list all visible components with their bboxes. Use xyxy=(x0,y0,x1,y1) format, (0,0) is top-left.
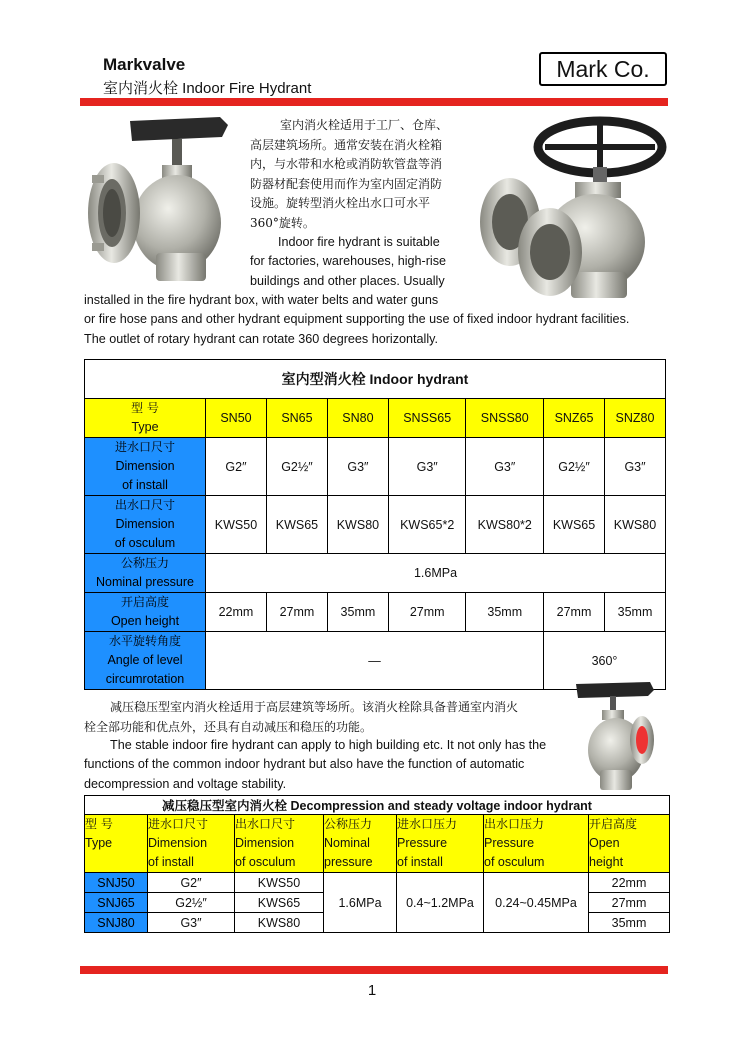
row-label-type: 型 号 Type xyxy=(85,399,206,438)
table-cell: KWS50 xyxy=(206,496,267,554)
type-cell: SNJ50 xyxy=(85,873,148,893)
table2-title: 减压稳压型室内消火栓 Decompression and steady voltage indoor hydrant xyxy=(85,796,670,815)
table-cell: KWS80 xyxy=(327,496,388,554)
type-cell: SNZ80 xyxy=(605,399,666,438)
row-label-open-height: 开启高度 Open height xyxy=(85,593,206,632)
table-cell: G3″ xyxy=(148,913,235,933)
pressure-osculum-value: 0.24~0.45MPa xyxy=(484,873,589,933)
table-cell: 22mm xyxy=(206,593,267,632)
brand-name: Markvalve xyxy=(103,55,186,74)
angle-dash-value: — xyxy=(206,632,544,690)
header-type: 型 号 Type xyxy=(85,815,148,873)
table-cell: KWS80*2 xyxy=(466,496,544,554)
table-cell: 35mm xyxy=(466,593,544,632)
table-cell: G2″ xyxy=(206,438,267,496)
top-red-bar xyxy=(80,98,668,106)
angle-hydrant-photo xyxy=(82,113,254,298)
table-cell: G3″ xyxy=(388,438,466,496)
table-cell: G2½″ xyxy=(266,438,327,496)
type-cell: SN50 xyxy=(206,399,267,438)
row-label-install: 进水口尺寸 Dimension of install xyxy=(85,438,206,496)
bottom-red-bar xyxy=(80,966,668,974)
header-install: 进水口尺寸 Dimension of install xyxy=(148,815,235,873)
type-cell: SN80 xyxy=(327,399,388,438)
table-cell: G2″ xyxy=(148,873,235,893)
table-cell: KWS80 xyxy=(605,496,666,554)
table-cell: 27mm xyxy=(266,593,327,632)
row-label-osculum: 出水口尺寸 Dimension of osculum xyxy=(85,496,206,554)
double-outlet-hydrant-photo xyxy=(475,112,670,302)
table-cell: 27mm xyxy=(544,593,605,632)
type-cell: SNJ65 xyxy=(85,893,148,913)
table-cell: G3″ xyxy=(605,438,666,496)
intro-en-full: installed in the fire hydrant box, with water belts and water guns or fire hose pans and other hydrant equipment supporting the use of fixed indoor hydrant facilities. The outlet of rotary hydrant can rotate 360 degrees horizontally. xyxy=(84,293,630,346)
intro-zh: 室内消火栓适用于工厂、仓库、 高层建筑场所。通常安装在消火栓箱 内，与水带和水枪或消防软管盘等消 防器材配套使用而作为室内固定消防 设施。旋转型消火栓出水口可水平 360°旋转。 xyxy=(250,118,449,230)
table-cell: KWS65*2 xyxy=(388,496,466,554)
indoor-hydrant-table xyxy=(84,359,666,690)
intro-en-short: Indoor fire hydrant is suitable for factories, warehouses, high-rise buildings and other places. Usually xyxy=(250,235,446,288)
table-cell: KWS65 xyxy=(544,496,605,554)
type-cell: SNZ65 xyxy=(544,399,605,438)
angle-360-value: 360° xyxy=(544,632,666,690)
type-cell: SNJ80 xyxy=(85,913,148,933)
table-cell: G2½″ xyxy=(544,438,605,496)
header-p-install: 进水口压力 Pressure of install xyxy=(397,815,484,873)
type-cell: SN65 xyxy=(266,399,327,438)
table-cell: 35mm xyxy=(605,593,666,632)
table-cell: 27mm xyxy=(388,593,466,632)
table-cell: 35mm xyxy=(589,913,670,933)
table-cell: 27mm xyxy=(589,893,670,913)
decompression-hydrant-photo xyxy=(566,678,658,796)
row-label-nominal: 公称压力 Nominal pressure xyxy=(85,554,206,593)
header-p-osculum: 出水口压力 Pressure of osculum xyxy=(484,815,589,873)
type-cell: SNSS65 xyxy=(388,399,466,438)
header-height: 开启高度 Open height xyxy=(589,815,670,873)
table-cell: KWS80 xyxy=(235,913,324,933)
table-cell: KWS65 xyxy=(235,893,324,913)
table-cell: 35mm xyxy=(327,593,388,632)
table1-title: 室内型消火栓 Indoor hydrant xyxy=(85,360,666,399)
header-nominal: 公称压力 Nominal pressure xyxy=(324,815,397,873)
table-cell: G3″ xyxy=(327,438,388,496)
middle-zh: 减压稳压型室内消火栓适用于高层建筑等场所。该消火栓除具备普通室内消火 栓全部功能和优点外，还具有自动减压和稳压的功能。 xyxy=(84,700,519,734)
middle-en: The stable indoor fire hydrant can apply to high building etc. It not only has the functions of the common indoor hydrant but also have the function of automatic decompression and voltage stability. xyxy=(84,738,547,791)
decompression-hydrant-table xyxy=(84,795,670,933)
nominal-pressure-value: 1.6MPa xyxy=(206,554,666,593)
header-osculum: 出水口尺寸 Dimension of osculum xyxy=(235,815,324,873)
type-cell: SNSS80 xyxy=(466,399,544,438)
page-number: 1 xyxy=(367,982,377,999)
table-cell: G2½″ xyxy=(148,893,235,913)
nominal-value: 1.6MPa xyxy=(324,873,397,933)
table-cell: KWS65 xyxy=(266,496,327,554)
pressure-install-value: 0.4~1.2MPa xyxy=(397,873,484,933)
table-cell: G3″ xyxy=(466,438,544,496)
table-cell: 22mm xyxy=(589,873,670,893)
company-logo: Mark Co. xyxy=(539,52,667,86)
page-subtitle: 室内消火栓 Indoor Fire Hydrant xyxy=(103,80,312,97)
row-label-angle: 水平旋转角度 Angle of level circumrotation xyxy=(85,632,206,690)
table-cell: KWS50 xyxy=(235,873,324,893)
